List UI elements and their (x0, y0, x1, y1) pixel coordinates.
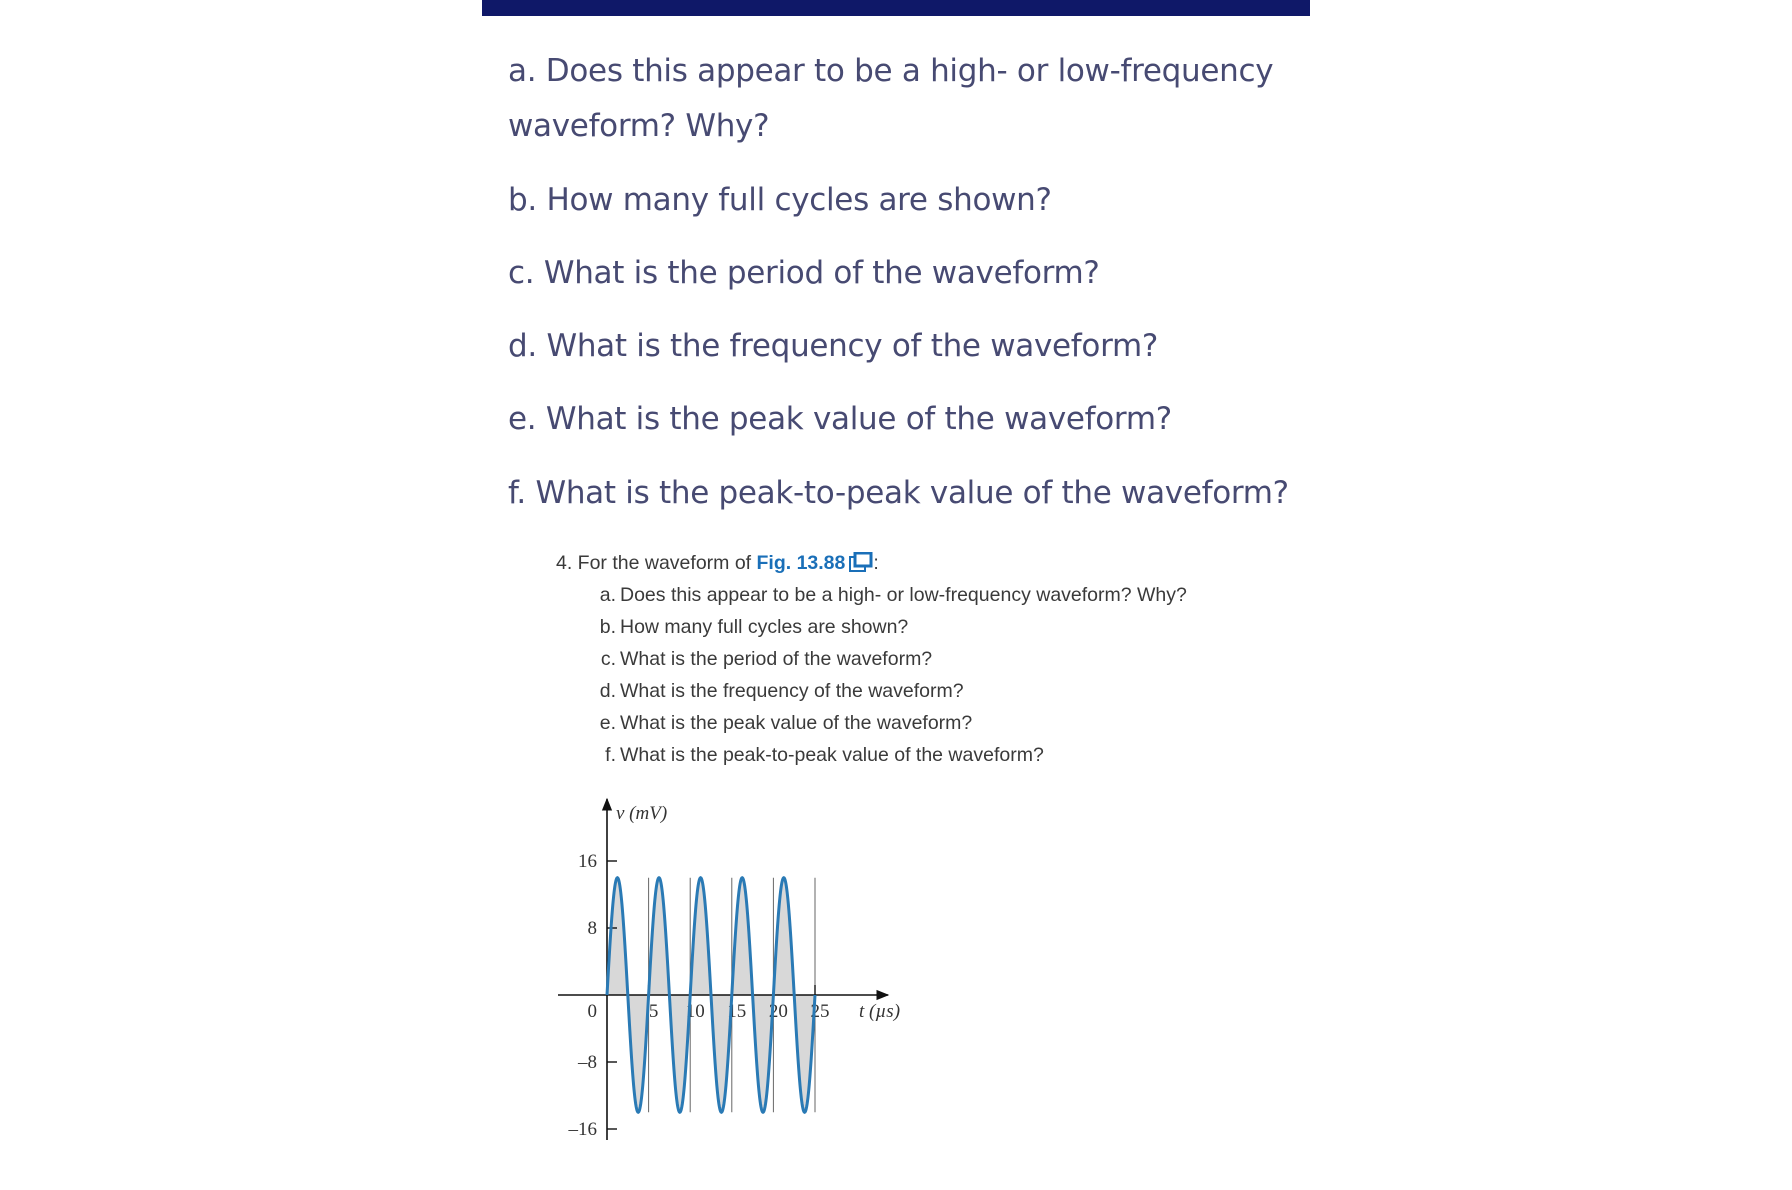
sub-question: d. What is the frequency of the waveform? (599, 680, 964, 702)
sub-question: a. Does this appear to be a high- or low-frequency waveform? Why? (599, 584, 1187, 606)
sub-question: f. What is the peak-to-peak value of the waveform? (605, 744, 1044, 766)
question-f: f. What is the peak-to-peak value of the waveform? (508, 475, 1289, 511)
intro-prefix: 4. For the waveform of (556, 552, 757, 574)
y-tick-label: –8 (578, 1052, 597, 1073)
problem-intro (556, 548, 879, 581)
y-tick-label: –16 (568, 1119, 597, 1140)
x-tick-label: 25 (810, 1001, 830, 1022)
x-tick-label: 15 (727, 1001, 747, 1022)
y-tick-label: 16 (578, 851, 597, 872)
sub-question: c. What is the period of the waveform? (600, 648, 933, 670)
x-axis-label: t (µs) (859, 1001, 901, 1022)
x-tick-label: 10 (685, 1001, 705, 1022)
open-popup-icon[interactable] (849, 551, 873, 581)
question-b: b. How many full cycles are shown? (508, 182, 1052, 218)
figure-link[interactable]: Fig. 13.88 (756, 552, 846, 574)
sub-question: b. How many full cycles are shown? (599, 616, 909, 638)
question-c: c. What is the period of the waveform? (508, 255, 1100, 291)
sub-question: e. What is the peak value of the waveform? (599, 712, 973, 734)
question-d: d. What is the frequency of the waveform? (508, 328, 1159, 364)
y-axis-label: v (mV) (616, 803, 668, 824)
intro-suffix: : (873, 552, 879, 574)
question-e: e. What is the peak value of the waveform? (508, 401, 1172, 437)
x-tick-label: 5 (648, 1001, 659, 1022)
question-a: a. Does this appear to be a high- or low-frequency waveform? Why? (508, 53, 1274, 144)
y-tick-label: 8 (587, 918, 597, 939)
x-tick-label: 20 (768, 1001, 788, 1022)
header-bar (482, 0, 1310, 16)
waveform-chart (548, 790, 928, 1160)
y-tick-label: 0 (587, 1001, 597, 1022)
